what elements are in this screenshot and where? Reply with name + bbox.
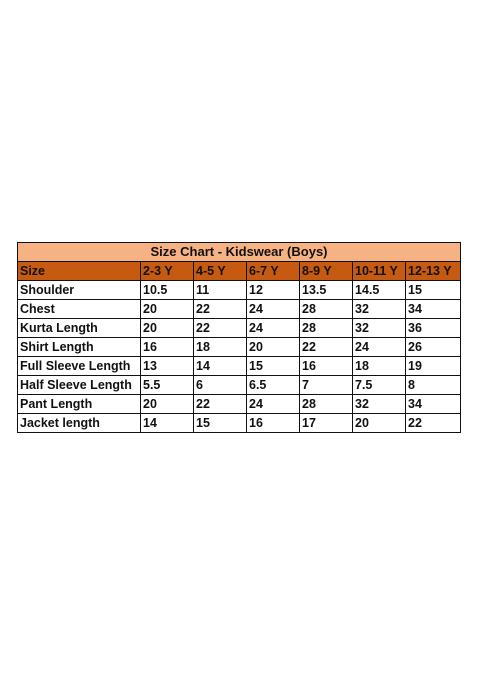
table-cell: 22 xyxy=(194,395,247,414)
header-6-7y: 6-7 Y xyxy=(247,262,300,281)
table-cell: 34 xyxy=(406,395,461,414)
table-cell: 16 xyxy=(247,414,300,433)
table-cell: 28 xyxy=(300,395,353,414)
table-cell: 24 xyxy=(353,338,406,357)
table-row xyxy=(18,414,461,433)
table-cell: 13.5 xyxy=(300,281,353,300)
table-cell: 22 xyxy=(194,300,247,319)
table-cell: 20 xyxy=(141,395,194,414)
table-cell: 8 xyxy=(406,376,461,395)
table-cell: 20 xyxy=(141,319,194,338)
header-8-9y: 8-9 Y xyxy=(300,262,353,281)
table-cell: 22 xyxy=(406,414,461,433)
table-cell: 7.5 xyxy=(353,376,406,395)
table-cell: 18 xyxy=(353,357,406,376)
header-size: Size xyxy=(18,262,141,281)
size-chart-table xyxy=(17,242,461,433)
table-cell: 16 xyxy=(141,338,194,357)
table-cell: 18 xyxy=(194,338,247,357)
table-cell: 15 xyxy=(194,414,247,433)
table-cell: 14 xyxy=(194,357,247,376)
table-cell: 24 xyxy=(247,300,300,319)
table-row xyxy=(18,338,461,357)
table-row xyxy=(18,357,461,376)
table-cell: 24 xyxy=(247,395,300,414)
table-row xyxy=(18,281,461,300)
table-cell: 7 xyxy=(300,376,353,395)
row-label: Half Sleeve Length xyxy=(18,376,141,395)
table-cell: 14.5 xyxy=(353,281,406,300)
row-label: Chest xyxy=(18,300,141,319)
chart-title: Size Chart - Kidswear (Boys) xyxy=(18,243,461,262)
header-10-11y: 10-11 Y xyxy=(353,262,406,281)
table-cell: 6.5 xyxy=(247,376,300,395)
table-cell: 24 xyxy=(247,319,300,338)
table-cell: 32 xyxy=(353,319,406,338)
table-cell: 26 xyxy=(406,338,461,357)
header-12-13y: 12-13 Y xyxy=(406,262,461,281)
table-cell: 13 xyxy=(141,357,194,376)
table-cell: 14 xyxy=(141,414,194,433)
table-cell: 22 xyxy=(194,319,247,338)
header-2-3y: 2-3 Y xyxy=(141,262,194,281)
table-cell: 5.5 xyxy=(141,376,194,395)
table-row xyxy=(18,395,461,414)
header-row xyxy=(18,262,461,281)
table-cell: 15 xyxy=(406,281,461,300)
table-row xyxy=(18,300,461,319)
table-cell: 17 xyxy=(300,414,353,433)
table-row xyxy=(18,319,461,338)
table-cell: 10.5 xyxy=(141,281,194,300)
row-label: Shirt Length xyxy=(18,338,141,357)
table-cell: 12 xyxy=(247,281,300,300)
table-cell: 28 xyxy=(300,300,353,319)
table-cell: 32 xyxy=(353,395,406,414)
row-label: Shoulder xyxy=(18,281,141,300)
row-label: Kurta Length xyxy=(18,319,141,338)
table-row xyxy=(18,376,461,395)
table-cell: 16 xyxy=(300,357,353,376)
table-cell: 19 xyxy=(406,357,461,376)
table-cell: 20 xyxy=(141,300,194,319)
row-label: Jacket length xyxy=(18,414,141,433)
header-4-5y: 4-5 Y xyxy=(194,262,247,281)
row-label: Full Sleeve Length xyxy=(18,357,141,376)
title-row xyxy=(18,243,461,262)
table-cell: 32 xyxy=(353,300,406,319)
table-cell: 22 xyxy=(300,338,353,357)
table-cell: 34 xyxy=(406,300,461,319)
row-label: Pant Length xyxy=(18,395,141,414)
table-cell: 20 xyxy=(353,414,406,433)
table-cell: 15 xyxy=(247,357,300,376)
table-cell: 6 xyxy=(194,376,247,395)
table-cell: 20 xyxy=(247,338,300,357)
table-cell: 11 xyxy=(194,281,247,300)
table-cell: 28 xyxy=(300,319,353,338)
table-cell: 36 xyxy=(406,319,461,338)
